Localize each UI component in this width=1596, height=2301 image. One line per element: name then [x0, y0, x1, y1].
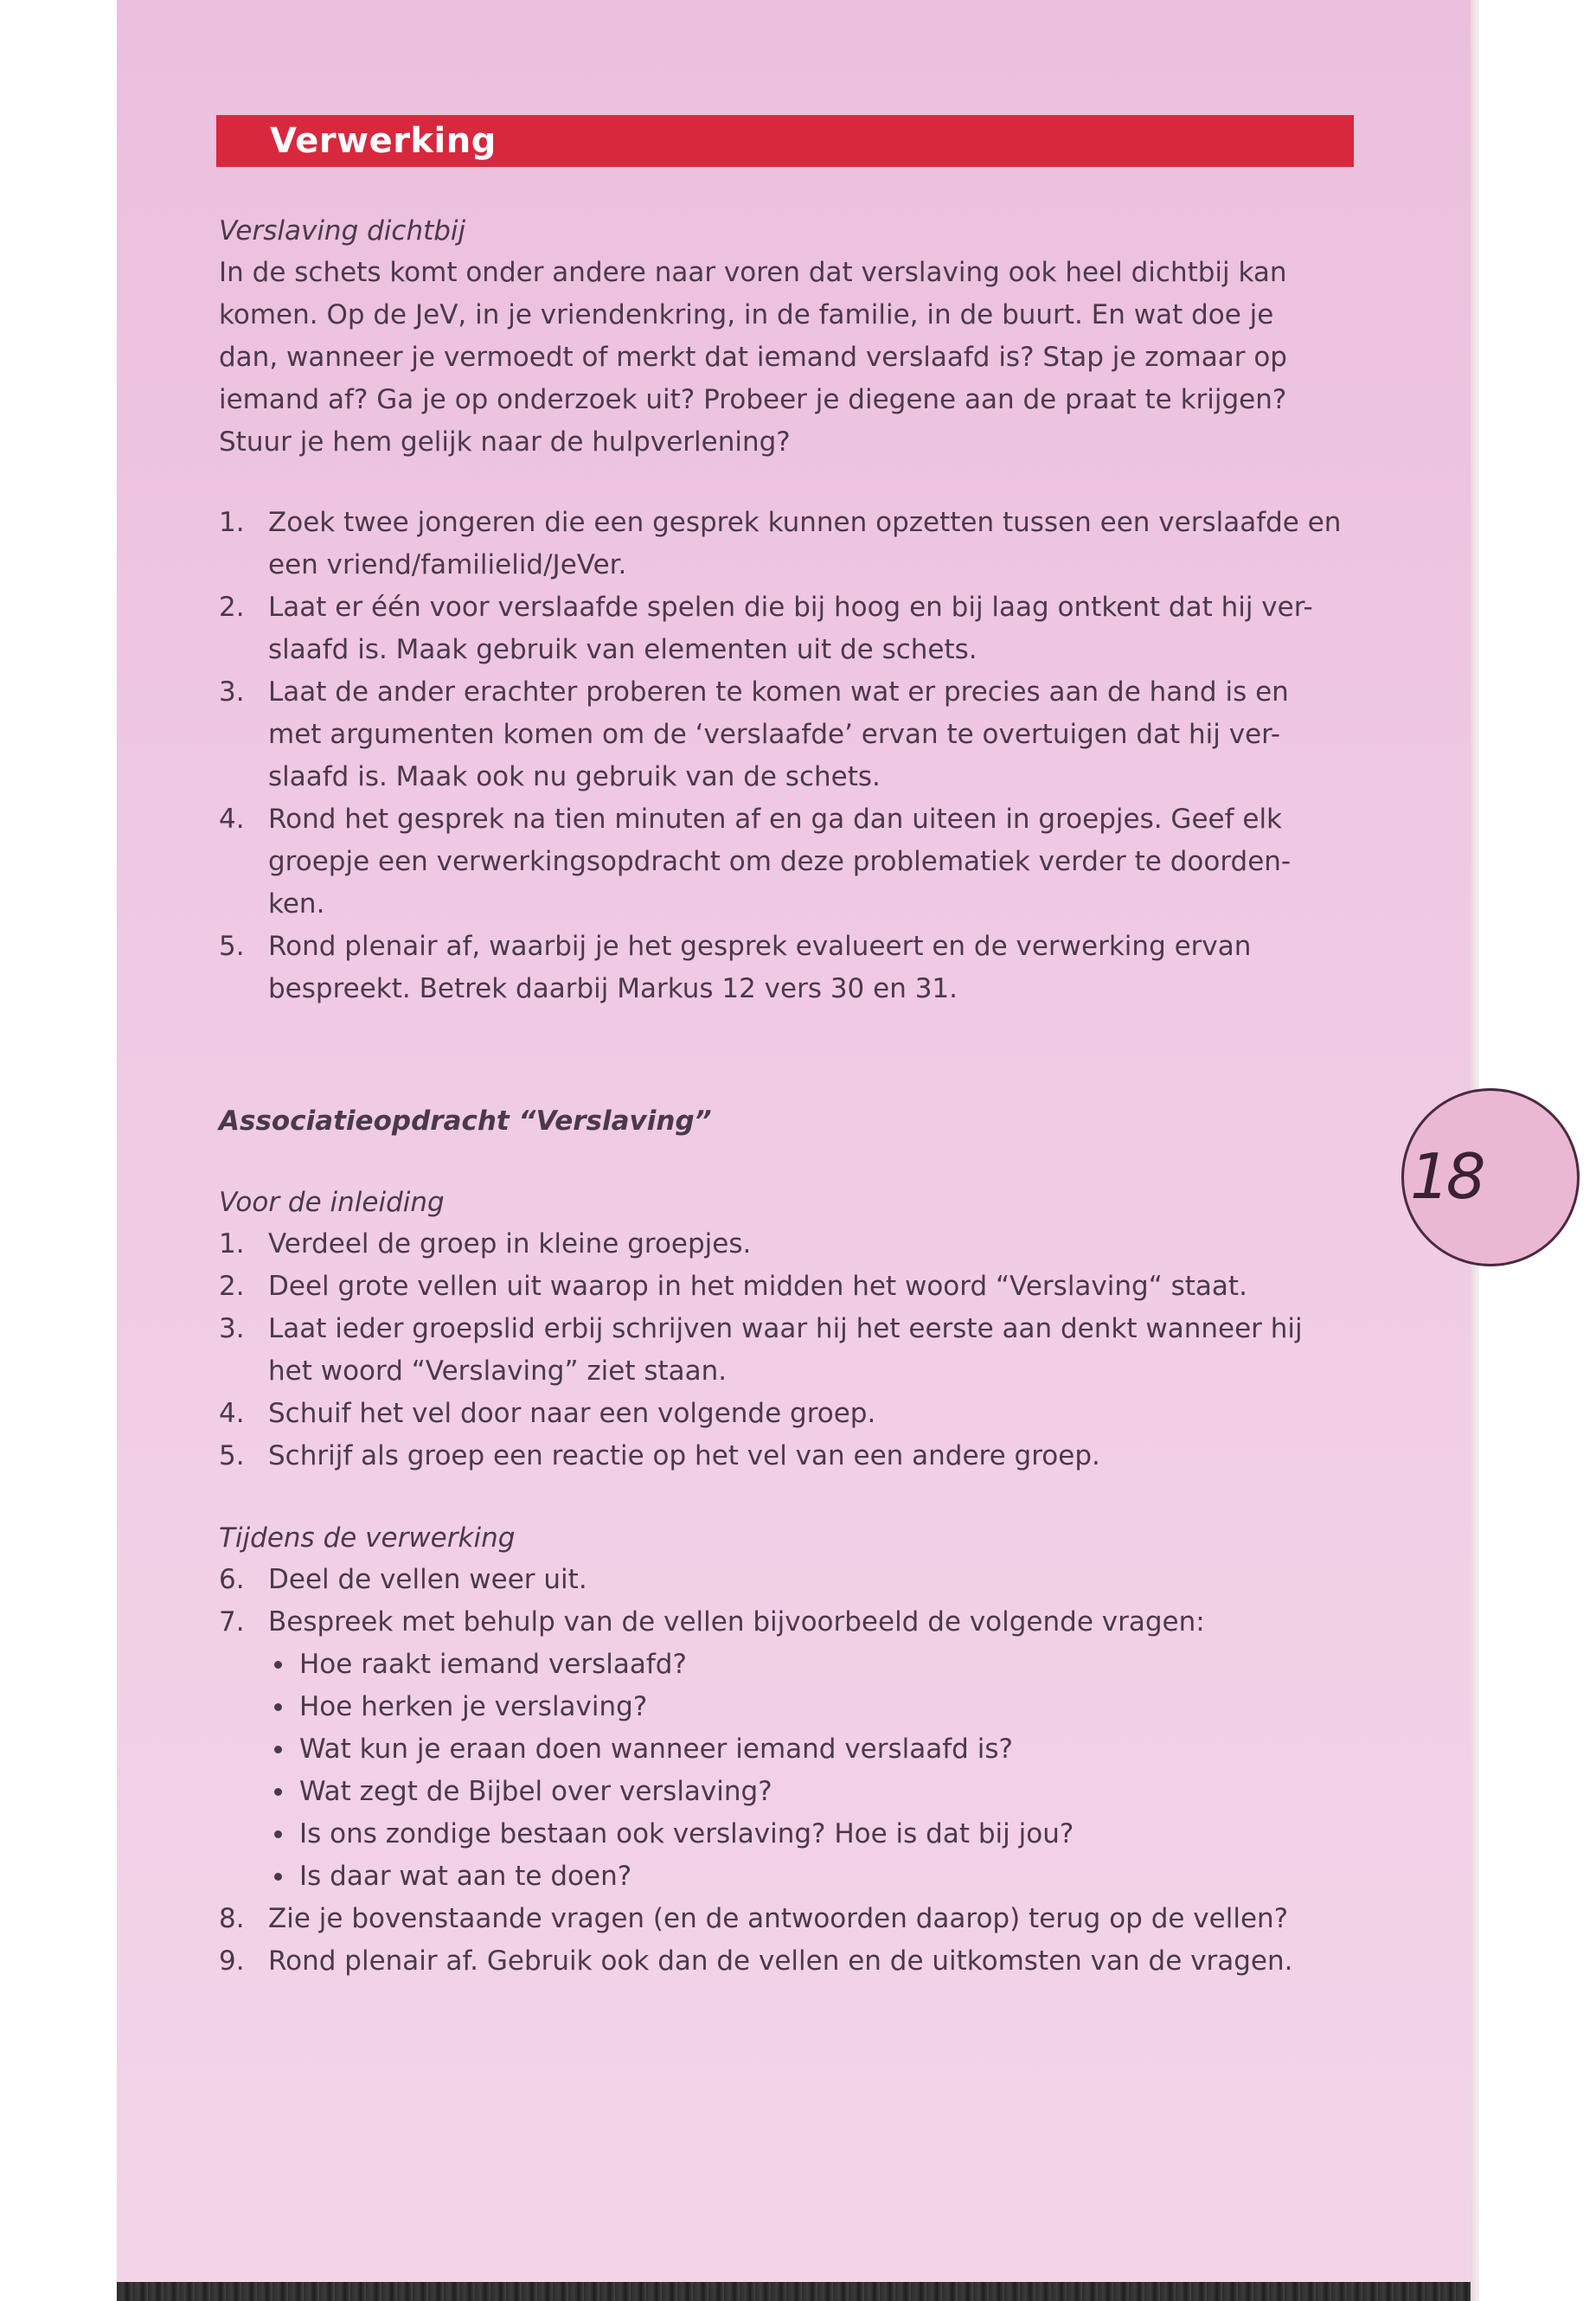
- bullet-text: Is daar wat aan te doen?: [299, 1861, 632, 1892]
- list-item: [219, 1223, 1367, 1266]
- intro-line: komen. Op de JeV, in je vriendenkring, in de familie, in de buurt. En wat doe je: [219, 299, 1274, 330]
- list-text: Rond plenair af, waarbij je het gesprek evalueert en de verwerking ervan: [268, 931, 1252, 962]
- list-item: [219, 586, 1367, 671]
- processing-steps-list: [219, 1559, 1430, 1644]
- intro-line: Stuur je hem gelijk naar de hulpverlening?: [219, 426, 791, 458]
- section-header-bar: [216, 115, 1354, 167]
- list-text: Zie je bovenstaande vragen (en de antwoorden daarop) terug op de vellen?: [268, 1903, 1289, 1934]
- bullet-icon: [274, 1830, 282, 1838]
- list-text: Bespreek met behulp van de vellen bijvoorbeeld de volgende vragen:: [268, 1606, 1205, 1638]
- document-page: [117, 0, 1471, 2282]
- list-text: slaafd is. Maak ook nu gebruik van de schets.: [268, 761, 881, 792]
- list-text: Laat ieder groepslid erbij schrijven waar hij het eerste aan denkt wanneer hij: [268, 1313, 1303, 1344]
- list-number: 8.: [219, 1903, 245, 1934]
- bullet-text: Is ons zondige bestaan ook verslaving? Hoe is dat bij jou?: [299, 1818, 1074, 1849]
- bullet-icon: [274, 1703, 282, 1711]
- list-number: 4.: [219, 804, 245, 835]
- list-item: [219, 1393, 1367, 1435]
- list-number: 7.: [219, 1606, 245, 1638]
- list-item: [219, 502, 1367, 586]
- list-item: [219, 798, 1367, 926]
- intro-line: dan, wanneer je vermoedt of merkt dat iemand verslaafd is? Stap je zomaar op: [219, 342, 1287, 373]
- list-number: 2.: [219, 592, 245, 623]
- list-item: [219, 1898, 1367, 1940]
- list-text: groepje een verwerkingsopdracht om deze problematiek verder te doorden-: [268, 846, 1292, 877]
- list-number: 5.: [219, 1440, 245, 1471]
- list-text: Verdeel de groep in kleine groepjes.: [268, 1228, 752, 1259]
- list-text: Laat er één voor verslaafde spelen die bij hoog en bij laag ontkent dat hij ver-: [268, 592, 1313, 623]
- list-number: 1.: [219, 1228, 245, 1259]
- bullet-text: Hoe raakt iemand verslaafd?: [299, 1649, 687, 1680]
- bullet-icon: [274, 1746, 282, 1753]
- list-number: 9.: [219, 1945, 245, 1977]
- page-content: [219, 210, 1430, 1983]
- list-text: een vriend/familielid/JeVer.: [268, 549, 627, 580]
- list-text: Rond het gesprek na tien minuten af en ga dan uiteen in groepjes. Geef elk: [268, 804, 1283, 835]
- list-text: ken.: [268, 888, 325, 920]
- list-number: 2.: [219, 1271, 245, 1302]
- list-item: [219, 1601, 1367, 1644]
- subheading-verslaving-dichtbij: Verslaving dichtbij: [219, 215, 466, 247]
- section-header-title: Verwerking: [270, 121, 497, 161]
- intro-line: In de schets komt onder andere naar voren dat verslaving ook heel dichtbij kan: [219, 257, 1287, 288]
- subheading-associatieopdracht: Associatieopdracht “Verslaving”: [219, 1106, 712, 1137]
- list-text: Schrijf als groep een reactie op het vel van een andere groep.: [268, 1440, 1100, 1471]
- closing-steps-list: [219, 1898, 1430, 1983]
- bullet-text: Wat kun je eraan doen wanneer iemand verslaafd is?: [299, 1734, 1013, 1765]
- list-item: [219, 1435, 1367, 1477]
- list-number: 3.: [219, 1313, 245, 1344]
- intro-steps-list: [219, 1223, 1430, 1477]
- binding-strip: [117, 2282, 1471, 2301]
- bullet-item: [219, 1728, 1430, 1771]
- list-number: 3.: [219, 676, 245, 708]
- list-text: Deel grote vellen uit waarop in het midden het woord “Verslaving“ staat.: [268, 1271, 1247, 1302]
- list-text: Schuif het vel door naar een volgende groep.: [268, 1398, 876, 1429]
- bullet-item: [219, 1644, 1430, 1686]
- list-text: slaafd is. Maak gebruik van elementen uit de schets.: [268, 634, 977, 665]
- list-text: met argumenten komen om de ‘verslaafde’ ervan te overtuigen dat hij ver-: [268, 719, 1281, 750]
- list-item: [219, 1308, 1367, 1393]
- roleplay-steps-list: [219, 502, 1430, 1010]
- bullet-item: [219, 1686, 1430, 1728]
- subheading-voor-de-inleiding: Voor de inleiding: [219, 1187, 445, 1218]
- list-item: [219, 1559, 1367, 1601]
- list-text: het woord “Verslaving” ziet staan.: [268, 1356, 727, 1387]
- list-text: Laat de ander erachter proberen te komen wat er precies aan de hand is en: [268, 676, 1289, 708]
- bullet-icon: [274, 1661, 282, 1669]
- intro-paragraph: [219, 252, 1343, 464]
- bullet-item: [219, 1856, 1430, 1898]
- bullet-icon: [274, 1873, 282, 1881]
- bullet-item: [219, 1813, 1430, 1856]
- page-number: 18: [1410, 1140, 1483, 1213]
- list-text: bespreekt. Betrek daarbij Markus 12 vers 30 en 31.: [268, 973, 958, 1004]
- bullet-item: [219, 1771, 1430, 1813]
- list-text: Zoek twee jongeren die een gesprek kunnen opzetten tussen een verslaafde en: [268, 507, 1342, 538]
- list-number: 6.: [219, 1564, 245, 1595]
- list-text: Deel de vellen weer uit.: [268, 1564, 587, 1595]
- list-item: [219, 926, 1367, 1010]
- list-text: Rond plenair af. Gebruik ook dan de vellen en de uitkomsten van de vragen.: [268, 1945, 1293, 1977]
- list-number: 5.: [219, 931, 245, 962]
- bullet-text: Hoe herken je verslaving?: [299, 1691, 648, 1722]
- list-number: 4.: [219, 1398, 245, 1429]
- list-item: [219, 1940, 1367, 1983]
- list-item: [219, 1266, 1367, 1308]
- list-item: [219, 671, 1367, 798]
- bullet-icon: [274, 1788, 282, 1796]
- subheading-tijdens-de-verwerking: Tijdens de verwerking: [219, 1522, 516, 1554]
- list-number: 1.: [219, 507, 245, 538]
- questions-bullet-list: [219, 1644, 1430, 1898]
- intro-line: iemand af? Ga je op onderzoek uit? Probeer je diegene aan de praat te krijgen?: [219, 384, 1287, 415]
- bullet-text: Wat zegt de Bijbel over verslaving?: [299, 1776, 772, 1807]
